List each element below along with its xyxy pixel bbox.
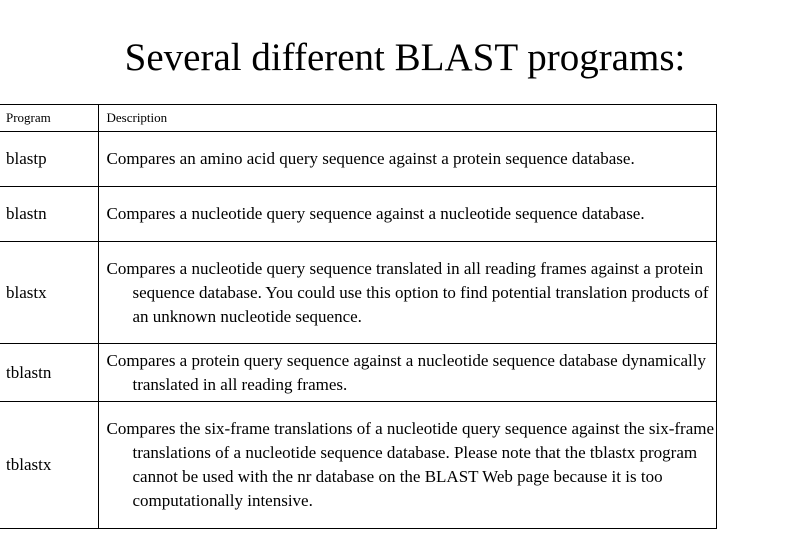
table-row (0, 344, 716, 402)
program-description (98, 187, 716, 242)
program-name: tblastn (0, 344, 98, 402)
description-text: Compares a nucleotide query sequence against a nucleotide sequence database. (106, 204, 645, 223)
column-header-program: Program (0, 105, 98, 132)
program-description (98, 132, 716, 187)
table-row (0, 132, 716, 187)
description-text: Compares a nucleotide query sequence translated in all reading frames against a protein sequence database. You could use this option to find potential translation products of an unknown nucleotide sequence. (106, 258, 709, 326)
program-name: blastp (0, 132, 98, 187)
program-name: tblastx (0, 402, 98, 529)
blast-programs-table (0, 104, 717, 529)
table-header-row (0, 105, 716, 132)
description-text: Compares an amino acid query sequence against a protein sequence database. (106, 149, 635, 168)
slide-title: Several different BLAST programs: (124, 36, 686, 79)
table-row (0, 187, 716, 242)
program-description (98, 344, 716, 402)
program-name: blastx (0, 242, 98, 344)
program-description (98, 242, 716, 344)
column-header-description: Description (98, 105, 716, 132)
program-description (98, 402, 716, 529)
description-text: Compares a protein query sequence against a nucleotide sequence database dynamically translated in all reading frames. (106, 350, 706, 394)
table-row (0, 242, 716, 344)
table-row (0, 402, 716, 529)
description-text: Compares the six-frame translations of a nucleotide query sequence against the six-frame translations of a nucleotide sequence database. Please note that the tblastx program cannot be used with the nr database on the BLAST Web page because it is too computationally intensive. (106, 419, 715, 510)
program-name: blastn (0, 187, 98, 242)
